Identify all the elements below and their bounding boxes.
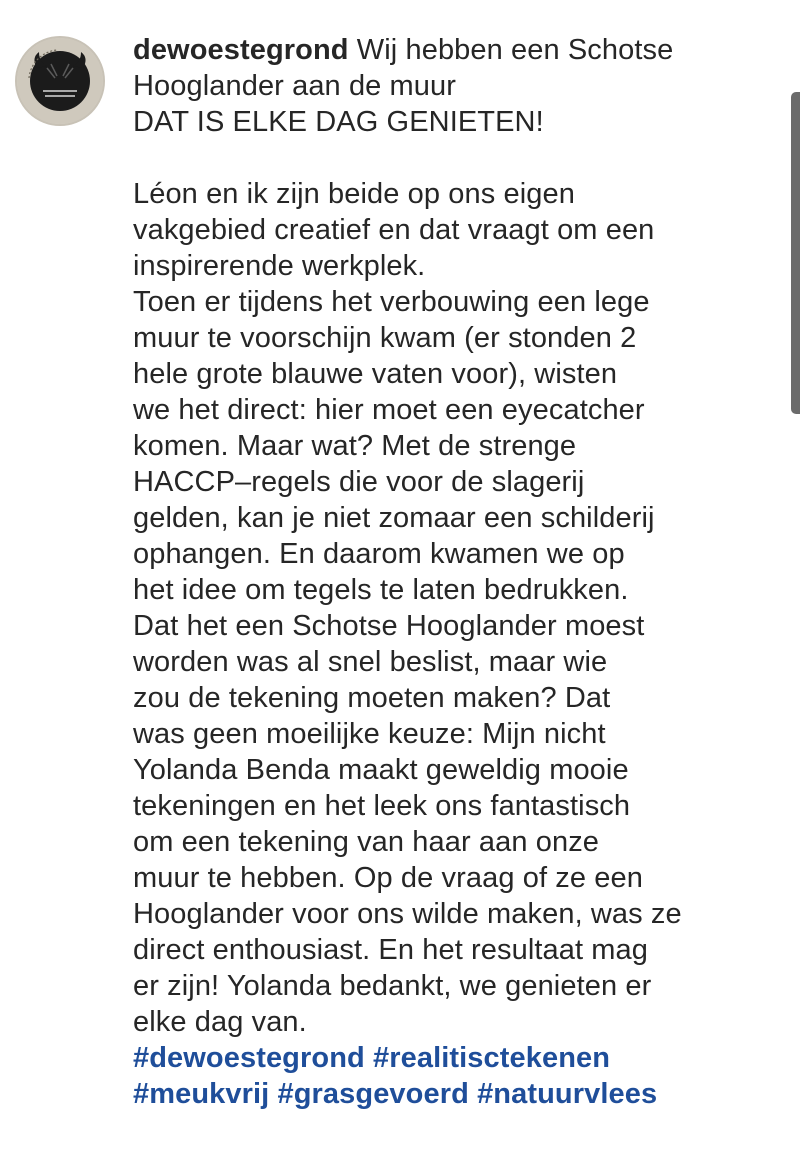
caption-body: Léon en ik zijn beide op ons eigen vakgebied creatief en dat vraagt om een inspirerende werkplek. Toen er tijdens het verbouwing een lege muur te voorschijn kwam (er stonden 2 hele grote blauwe vaten voor), wisten we het direct: hier moet een eyecatcher komen. Maar wat? Met de strenge HACCP–regels die voor de slagerij gelden, kan je niet zomaar een schilderij ophangen. En daarom kwamen we op het idee om tegels te laten bedrukken. Dat het een Schotse Hooglander moest worden was al snel beslist, maar wie zou de tekening moeten maken? Dat was geen moeilijke keuze: Mijn nicht Yolanda Benda maakt geweldig mooie tekeningen en het leek ons fantastisch om een tekening van haar aan onze muur te hebben. Op de vraag of ze een Hooglander voor ons wilde maken, was ze direct enthousiast. En het resultaat mag er zijn! Yolanda bedankt, we genieten er elke dag van. <box>133 178 682 1038</box>
hashtag-natuurvlees[interactable]: #natuurvlees <box>477 1078 658 1110</box>
caption-intro: Wij hebben een Schotse Hooglander aan de muur DAT IS ELKE DAG GENIETEN! <box>133 34 674 138</box>
hashtag-grasgevoerd[interactable]: #grasgevoerd <box>277 1078 469 1110</box>
avatar[interactable] <box>15 36 105 126</box>
scottish-highlander-logo-icon <box>17 38 103 124</box>
hashtag-list <box>133 1040 758 1112</box>
hashtag-meukvrij[interactable]: #meukvrij <box>133 1078 270 1110</box>
hashtag-realitisctekenen[interactable]: #realitisctekenen <box>373 1042 611 1074</box>
hashtag-dewoestegrond[interactable]: #dewoestegrond <box>133 1042 365 1074</box>
scrollbar[interactable] <box>791 92 800 414</box>
username-link[interactable]: dewoestegrond <box>133 34 349 66</box>
post-caption <box>133 32 758 1112</box>
